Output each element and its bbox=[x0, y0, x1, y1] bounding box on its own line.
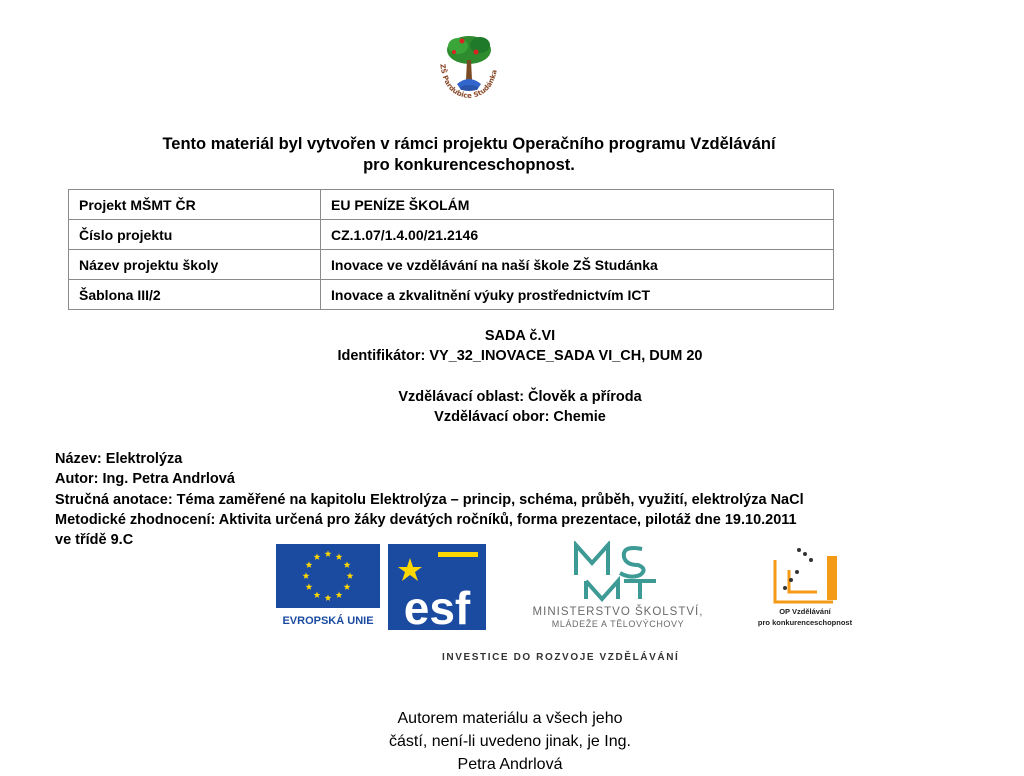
esf-logo-label: esf bbox=[403, 582, 471, 630]
table-cell-label: Projekt MŠMT ČR bbox=[69, 190, 321, 220]
table-cell-value: CZ.1.07/1.4.00/21.2146 bbox=[321, 220, 834, 250]
table-cell-value: Inovace ve vzdělávání na naší škole ZŠ Studánka bbox=[321, 250, 834, 280]
methodical-evaluation: Metodické zhodnocení: Aktivita určená pro žáky devátých ročníků, forma prezentace, pilotáž dne 19.10.2011 bbox=[55, 512, 797, 528]
table-row bbox=[69, 280, 834, 310]
author-note-line-2: částí, není-li uvedeno jinak, je Ing. bbox=[389, 733, 631, 750]
education-area: Vzdělávací oblast: Člověk a příroda bbox=[398, 389, 642, 405]
heading-line-1: Tento materiál byl vytvořen v rámci projektu Operačního programu Vzdělávání bbox=[162, 135, 776, 153]
author-note-line-1: Autorem materiálu a všech jeho bbox=[397, 710, 623, 727]
eu-logo bbox=[276, 544, 380, 630]
table-cell-value: EU PENÍZE ŠKOLÁM bbox=[321, 190, 834, 220]
op-logo bbox=[745, 542, 865, 634]
table-row bbox=[69, 190, 834, 220]
msmt-line-1: MINISTERSTVO ŠKOLSTVÍ, bbox=[532, 606, 704, 618]
heading-line-2: pro konkurenceschopnost. bbox=[363, 156, 575, 174]
msmt-logo bbox=[524, 541, 712, 633]
table-cell-label: Šablona III/2 bbox=[69, 280, 321, 310]
material-author: Autor: Ing. Petra Andrlová bbox=[55, 471, 235, 487]
table-row bbox=[69, 250, 834, 280]
sada-title: SADA č.VI bbox=[484, 328, 556, 344]
msmt-monogram-icon bbox=[576, 545, 656, 599]
school-logo-text: ZŠ Pardubice Studánka bbox=[438, 63, 499, 101]
esf-bar bbox=[438, 552, 478, 557]
page-heading bbox=[60, 134, 878, 176]
school-logo bbox=[430, 30, 508, 102]
table-cell-label: Název projektu školy bbox=[69, 250, 321, 280]
op-line-2: pro konkurenceschopnost bbox=[757, 618, 853, 627]
methodical-evaluation-cont: ve třídě 9.C bbox=[55, 532, 134, 548]
table-cell-value: Inovace a zkvalitnění výuky prostřednictvím ICT bbox=[321, 280, 834, 310]
tree-icon bbox=[447, 36, 491, 91]
author-note bbox=[340, 707, 680, 776]
education-field: Vzdělávací obor: Chemie bbox=[434, 409, 606, 425]
esf-logo bbox=[388, 544, 486, 630]
identifier: Identifikátor: VY_32_INOVACE_SADA VI_CH, DUM 20 bbox=[337, 348, 703, 364]
project-info-table bbox=[68, 189, 834, 310]
op-emblem-icon bbox=[775, 548, 837, 602]
table-cell-label: Číslo projektu bbox=[69, 220, 321, 250]
material-name: Název: Elektrolýza bbox=[55, 451, 183, 467]
table-row bbox=[69, 220, 834, 250]
material-annotation: Stručná anotace: Téma zaměřené na kapitolu Elektrolýza – princip, schéma, průběh, využití, elektrolýza NaCl bbox=[55, 492, 804, 508]
eu-logo-label: EVROPSKÁ UNIE bbox=[282, 615, 374, 627]
author-note-line-3: Petra Andrlová bbox=[457, 756, 563, 773]
msmt-line-2: MLÁDEŽE A TĚLOVÝCHOVY bbox=[551, 619, 685, 629]
investice-slogan: INVESTICE DO ROZVOJE VZDĚLÁVÁNÍ bbox=[442, 652, 680, 663]
op-line-1: OP Vzdělávání bbox=[779, 607, 831, 616]
